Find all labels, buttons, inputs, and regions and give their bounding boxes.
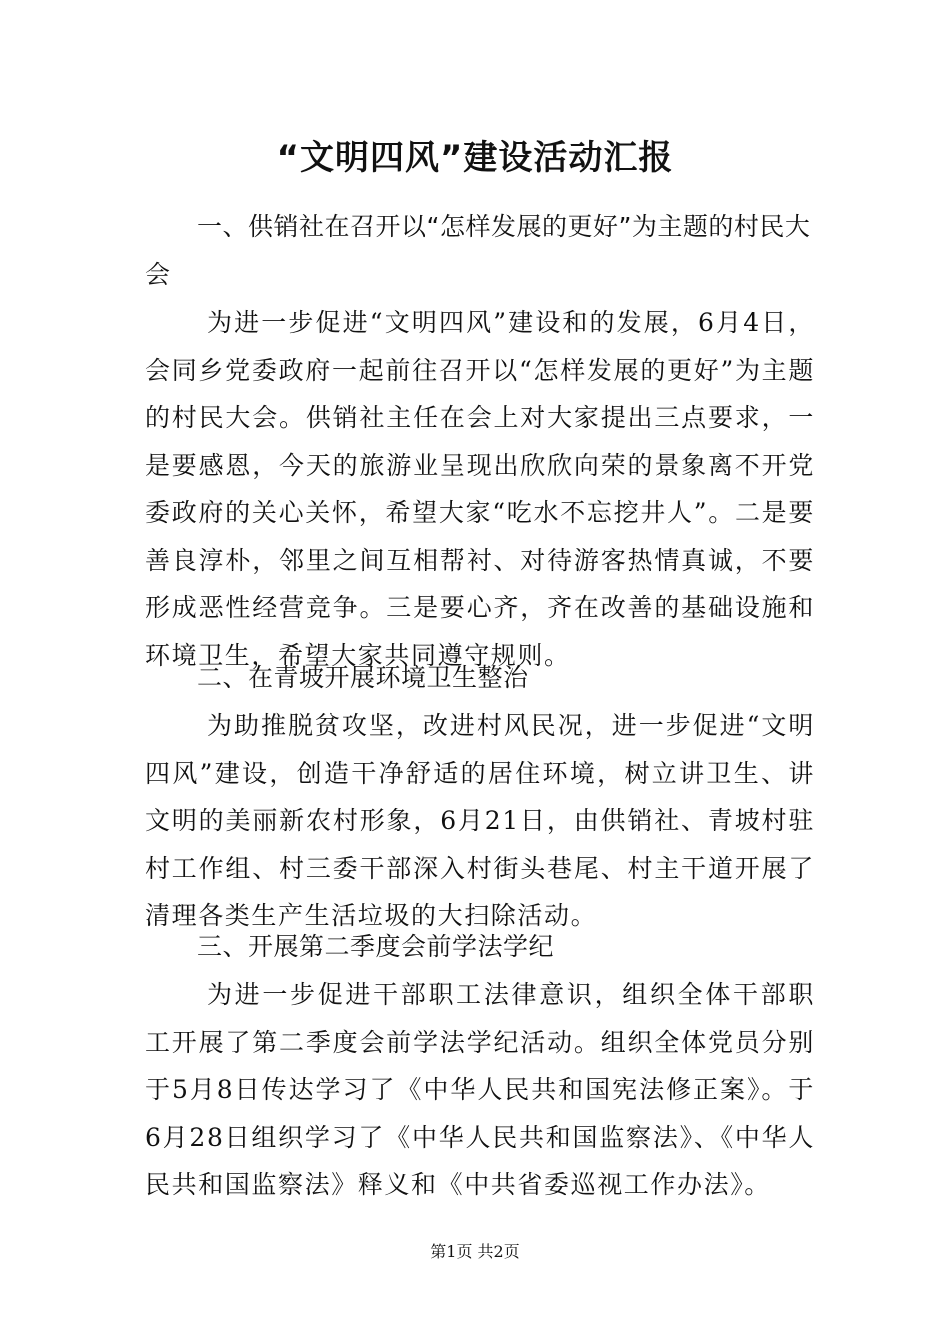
section-2-body	[145, 702, 815, 940]
section-1	[145, 203, 815, 299]
section-heading: 一、供销社在召开以“怎样发展的更好”为主题的村民大会	[145, 212, 811, 289]
section-2	[145, 654, 815, 702]
section-3	[145, 923, 815, 971]
page-footer: 第1页 共2页	[430, 1242, 520, 1261]
document-title: “文明四风”建设活动汇报	[276, 138, 674, 178]
section-paragraph: 为进一步促进“文明四风”建设和的发展，6月4日，会同乡党委政府一起前往召开以“怎样发展的更好”为主题的村民大会。供销社主任在会上对大家提出三点要求，一是要感恩，今天的旅游业呈现出欣欣向荣的景象离不开党委政府的关心关怀，希望大家“吃水不忘挖井人”。二是要善良淳朴，邻里之间互相帮衬、对待游客热情真诚，不要形成恶性经营竞争。三是要心齐，齐在改善的基础设施和环境卫生，希望大家共同遵守规则。	[145, 308, 815, 670]
section-heading: 三、开展第二季度会前学法学纪	[197, 932, 555, 961]
section-1-body	[145, 299, 815, 679]
section-3-body	[145, 971, 815, 1209]
section-paragraph: 为助推脱贫攻坚，改进村风民况，进一步促进“文明四风”建设，创造干净舒适的居住环境，树立讲卫生、讲文明的美丽新农村形象，6月21日，由供销社、青坡村驻村工作组、村三委干部深入村街头巷尾、村主干道开展了清理各类生产生活垃圾的大扫除活动。	[145, 711, 815, 930]
section-paragraph: 为进一步促进干部职工法律意识，组织全体干部职工开展了第二季度会前学法学纪活动。组织全体党员分别于5月8日传达学习了《中华人民共和国宪法修正案》。于6月28日组织学习了《中华人民共和国监察法》、《中华人民共和国监察法》释义和《中共省委巡视工作办法》。	[145, 980, 815, 1199]
section-heading: 二、在青坡开展环境卫生整治	[197, 663, 529, 692]
